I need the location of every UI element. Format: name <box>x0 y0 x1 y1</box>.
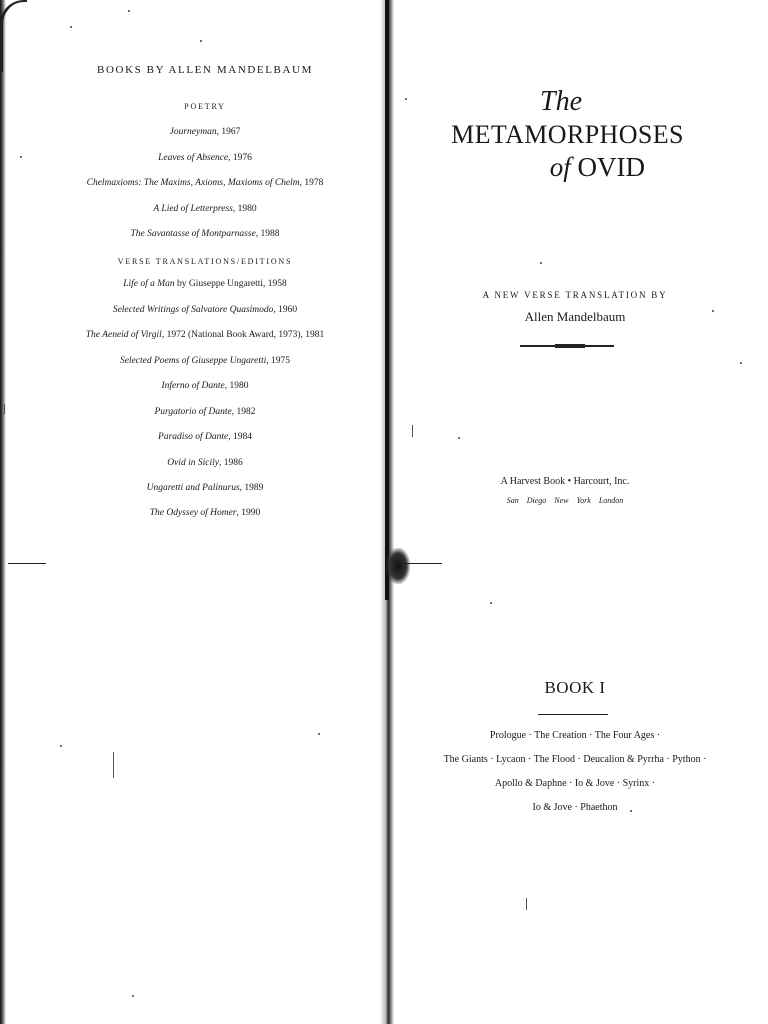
translation-item <box>40 483 370 493</box>
gutter-smudge <box>386 548 410 584</box>
decorative-rule <box>520 345 614 347</box>
translation-item <box>40 508 370 518</box>
book-title: Journeyman <box>169 127 217 137</box>
contents-line: Io & Jove · Phaethon <box>532 802 618 813</box>
book-title: The Savantasse of Montparnasse <box>130 229 256 239</box>
book-year: , 1984 <box>228 432 252 442</box>
book-title: Leaves of Absence <box>158 153 229 163</box>
title-metamorphoses: METAMORPHOSES <box>451 120 684 149</box>
scan-speck <box>405 98 407 100</box>
book-title: Selected Poems of Giuseppe Ungaretti <box>119 356 267 366</box>
book-title: Inferno of Dante <box>161 381 225 391</box>
book-one-heading: BOOK I <box>544 678 606 697</box>
books-by-heading: BOOKS BY ALLEN MANDELBAUM <box>97 64 313 76</box>
scan-speck <box>540 262 542 264</box>
translation-item <box>40 279 370 289</box>
book-title: The Odyssey of Homer <box>149 508 237 518</box>
contents-line: Apollo & Daphne · Io & Jove · Syrinx · <box>494 778 656 789</box>
scan-speck <box>128 10 130 12</box>
scan-speck <box>132 995 134 997</box>
translation-item <box>40 381 370 391</box>
book-title: Purgatorio of Dante <box>154 407 232 417</box>
scan-scratch <box>412 425 413 437</box>
page-curl <box>0 0 27 72</box>
book-title: Chelmaxioms: The Maxims, Axioms, Maxioms of Chelm <box>86 178 300 188</box>
page-left-edge-shadow <box>0 0 6 1024</box>
right-page-edge-rule <box>396 563 442 564</box>
scan-speck <box>60 745 62 747</box>
book-year: , 1976 <box>228 153 252 163</box>
book-title: Life of a Man <box>123 279 175 289</box>
scan-scratch <box>526 898 527 910</box>
poetry-item <box>40 229 370 239</box>
scan-speck <box>200 40 202 42</box>
scan-speck <box>740 362 742 364</box>
poetry-label: POETRY <box>184 102 226 111</box>
book-heading-rule <box>538 714 608 715</box>
book-year: , 1980 <box>224 381 249 391</box>
book-year: , 1990 <box>236 508 261 518</box>
book-title: Selected Writings of Salvatore Quasimodo <box>112 305 274 315</box>
book-title: Ungaretti and Palinurus <box>146 483 240 493</box>
scan-scratch <box>113 752 114 778</box>
scan-speck <box>458 437 460 439</box>
book-year: , 1978 <box>299 178 324 188</box>
poetry-item <box>40 204 370 214</box>
book-title: The Aeneid of Virgil <box>85 330 162 340</box>
title-of: of <box>549 152 571 182</box>
scan-speck <box>70 26 72 28</box>
book-title: Paradiso of Dante <box>158 432 229 442</box>
title-ovid: OVID <box>577 152 645 182</box>
translation-item <box>40 458 370 468</box>
left-page-edge-rule <box>8 563 46 564</box>
publisher-places: San Diego New York London <box>506 496 624 505</box>
book-year: , 1986 <box>218 458 243 468</box>
poetry-item <box>40 127 370 137</box>
scan-speck <box>712 310 714 312</box>
book-year: , 1982 <box>231 407 256 417</box>
book-year: by Giuseppe Ungaretti, 1958 <box>174 279 287 289</box>
translation-item <box>40 330 370 340</box>
translation-subtitle: A NEW VERSE TRANSLATION BY <box>482 290 668 300</box>
book-year: , 1980 <box>232 204 257 214</box>
book-year: , 1975 <box>266 356 291 366</box>
poetry-item <box>40 153 370 163</box>
book-year: , 1960 <box>273 305 298 315</box>
book-year: , 1989 <box>239 483 264 493</box>
book-year: , 1972 (National Book Award, 1973), 1981 <box>161 330 325 340</box>
translation-item <box>40 407 370 417</box>
title-of-ovid <box>405 152 645 183</box>
scan-scratch <box>4 404 5 414</box>
book-title: A Lied of Letterpress <box>153 204 233 214</box>
contents-line: The Giants · Lycaon · The Flood · Deucalion & Pyrrha · Python · <box>443 754 707 765</box>
gutter-shadow <box>385 0 389 600</box>
book-year: , 1967 <box>216 127 241 137</box>
translation-item <box>40 432 370 442</box>
translator-name: Allen Mandelbaum <box>524 309 626 324</box>
scan-speck <box>318 733 320 735</box>
translation-item <box>40 305 370 315</box>
scan-speck <box>20 156 22 158</box>
publisher-line: A Harvest Book • Harcourt, Inc. <box>500 476 630 487</box>
contents-line: Prologue · The Creation · The Four Ages · <box>489 730 661 741</box>
poetry-item <box>40 178 370 188</box>
book-title: Ovid in Sicily <box>167 458 219 468</box>
book-year: , 1988 <box>255 229 280 239</box>
scan-speck <box>630 810 632 812</box>
translation-item <box>40 356 370 366</box>
title-the: The <box>540 86 582 117</box>
translations-label: VERSE TRANSLATIONS/EDITIONS <box>117 257 293 266</box>
scan-speck <box>490 602 492 604</box>
